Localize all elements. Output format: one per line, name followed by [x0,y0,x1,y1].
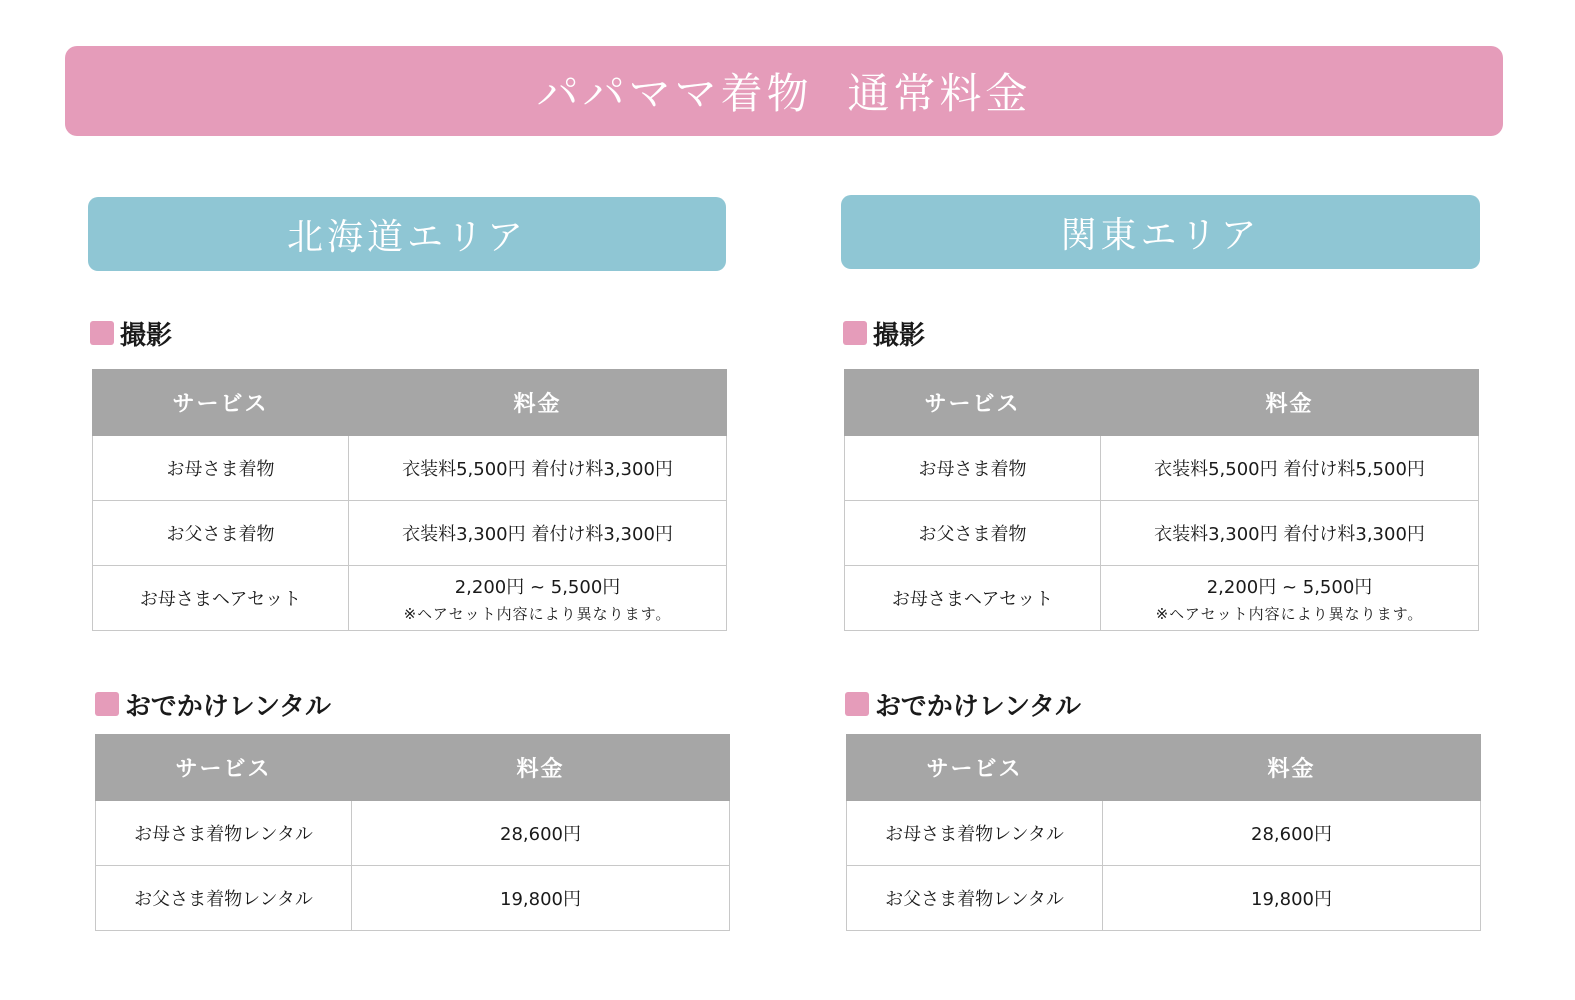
price-cell: 28,600円 [352,801,730,866]
price-cell [349,566,727,631]
square-marker-icon [95,692,119,716]
column-header-service: サービス [847,735,1103,801]
table-row [845,566,1479,631]
table-row [93,566,727,631]
column-header-price: 料金 [349,370,727,436]
column-header-service: サービス [845,370,1101,436]
table-row [845,501,1479,566]
service-cell: お父さま着物 [93,501,349,566]
section-title-photo-kanto [843,316,925,350]
service-cell: お母さまヘアセット [845,566,1101,631]
square-marker-icon [90,321,114,345]
price-cell [1101,566,1479,631]
price-cell: 19,800円 [1103,866,1481,931]
section-title-rental-kanto [845,687,1081,721]
table-row [847,801,1481,866]
table-header-row [93,370,727,436]
column-header-service: サービス [93,370,349,436]
table-row [93,501,727,566]
service-cell: お父さま着物レンタル [96,866,352,931]
price-cell: 衣装料5,500円 着付け料5,500円 [1101,436,1479,501]
rental-price-table-kanto [846,734,1481,931]
service-cell: お父さま着物 [845,501,1101,566]
price-cell: 19,800円 [352,866,730,931]
table-row [96,866,730,931]
service-cell: お母さま着物 [845,436,1101,501]
square-marker-icon [843,321,867,345]
table-row [845,436,1479,501]
column-header-price: 料金 [1103,735,1481,801]
region-header-kanto: 関東エリア [841,195,1480,269]
column-header-service: サービス [96,735,352,801]
price-range: 2,200円 ~ 5,500円 [1206,576,1373,598]
table-header-row [845,370,1479,436]
price-cell: 衣装料3,300円 着付け料3,300円 [1101,501,1479,566]
page-title-banner: パパママ着物 通常料金 [65,46,1503,136]
price-note: ※ヘアセット内容により異なります。 [1155,604,1424,623]
service-cell: お父さま着物レンタル [847,866,1103,931]
section-title-label: おでかけレンタル [125,691,332,722]
column-header-price: 料金 [1101,370,1479,436]
price-note: ※ヘアセット内容により異なります。 [403,604,672,623]
service-cell: お母さま着物レンタル [96,801,352,866]
table-row [847,866,1481,931]
table-row [96,801,730,866]
service-cell: お母さまヘアセット [93,566,349,631]
table-header-row [847,735,1481,801]
region-header-hokkaido: 北海道エリア [88,197,726,271]
section-title-label: おでかけレンタル [875,691,1082,722]
price-range: 2,200円 ~ 5,500円 [454,576,621,598]
section-title-photo-hokkaido [90,316,172,350]
square-marker-icon [845,692,869,716]
price-cell: 衣装料5,500円 着付け料3,300円 [349,436,727,501]
service-cell: お母さま着物レンタル [847,801,1103,866]
section-title-rental-hokkaido [95,687,331,721]
photo-price-table-kanto [844,369,1479,631]
section-title-label: 撮影 [120,320,173,351]
table-header-row [96,735,730,801]
price-cell: 衣装料3,300円 着付け料3,300円 [349,501,727,566]
photo-price-table-hokkaido [92,369,727,631]
section-title-label: 撮影 [873,320,926,351]
price-cell: 28,600円 [1103,801,1481,866]
service-cell: お母さま着物 [93,436,349,501]
rental-price-table-hokkaido [95,734,730,931]
column-header-price: 料金 [352,735,730,801]
table-row [93,436,727,501]
